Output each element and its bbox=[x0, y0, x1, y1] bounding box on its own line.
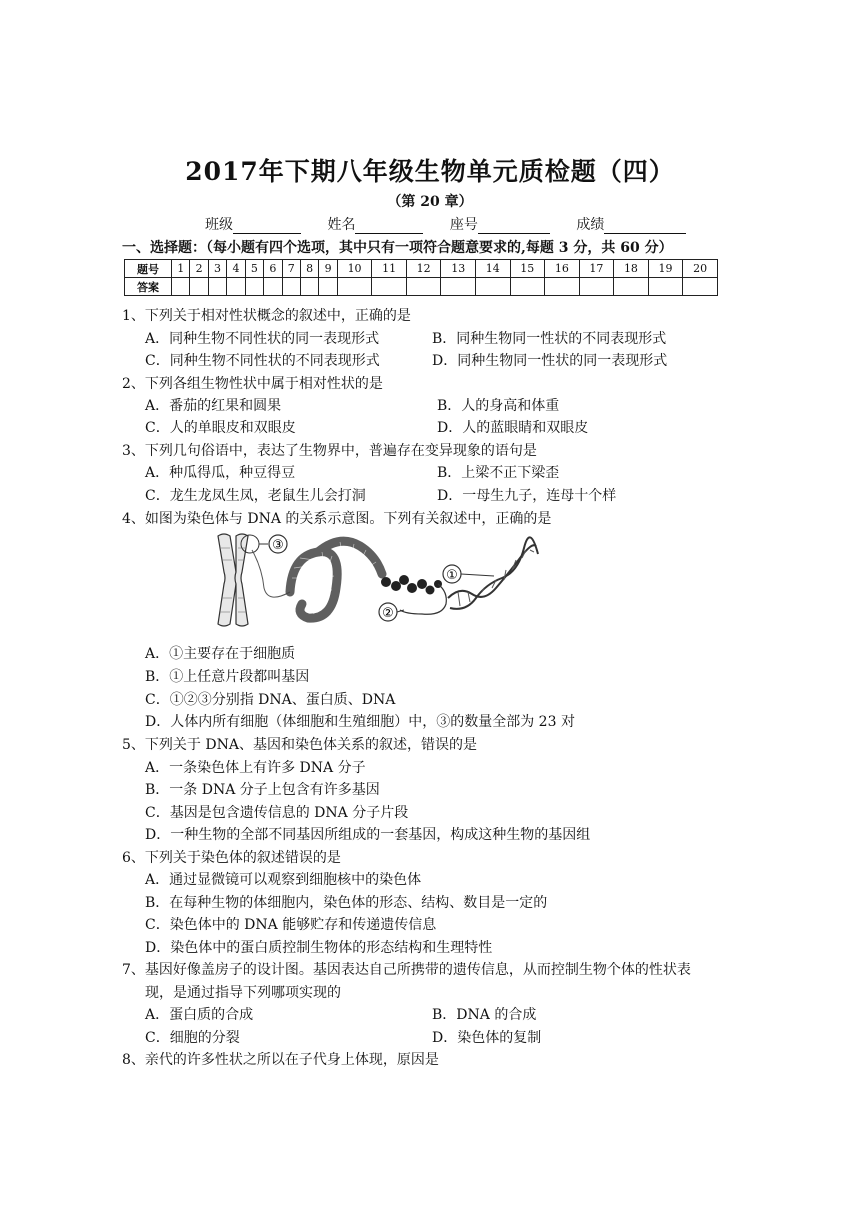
answer-cell[interactable] bbox=[208, 278, 226, 296]
number-cell: 14 bbox=[475, 260, 510, 278]
chapter-subtitle: （第 20 章） bbox=[387, 194, 473, 210]
seat-blank[interactable] bbox=[478, 219, 550, 234]
name-field bbox=[327, 214, 423, 234]
answer-cell[interactable] bbox=[190, 278, 208, 296]
seat-label: 座号 bbox=[449, 217, 478, 233]
label-1: ① bbox=[446, 568, 458, 583]
q2-option-a[interactable]: A．番茄的红果和圆果 bbox=[145, 398, 282, 414]
answer-cell[interactable] bbox=[406, 278, 441, 296]
number-cell: 19 bbox=[648, 260, 683, 278]
answer-cell[interactable] bbox=[264, 278, 282, 296]
q7-option-b[interactable]: B．DNA 的合成 bbox=[432, 1007, 537, 1023]
score-field bbox=[576, 214, 686, 234]
question-8-stem: 8、亲代的许多性状之所以在子代身上体现，原因是 bbox=[122, 1052, 439, 1068]
name-blank[interactable] bbox=[355, 219, 423, 234]
student-info-line bbox=[205, 214, 708, 234]
number-cell: 17 bbox=[579, 260, 614, 278]
number-cell: 1 bbox=[172, 260, 190, 278]
answer-table bbox=[124, 259, 718, 296]
number-cell: 6 bbox=[264, 260, 282, 278]
q5-option-b[interactable]: B．一条 DNA 分子上包含有许多基因 bbox=[145, 782, 380, 798]
question-7-stem-line2: 现，是通过指导下列哪项实现的 bbox=[145, 985, 341, 1001]
number-cell: 4 bbox=[227, 260, 245, 278]
q6-option-c[interactable]: C．染色体中的 DNA 能够贮存和传递遗传信息 bbox=[145, 917, 437, 933]
q1-option-d[interactable]: D．同种生物同一性状的同一表现形式 bbox=[432, 353, 668, 369]
q4-option-d[interactable]: D．人体内所有细胞（体细胞和生殖细胞）中，③的数量全部为 23 对 bbox=[145, 714, 575, 730]
q3-option-c[interactable]: C．龙生龙凤生凤，老鼠生儿会打洞 bbox=[145, 488, 366, 504]
question-6-stem: 6、下列关于染色体的叙述错误的是 bbox=[122, 850, 341, 866]
number-cell: 18 bbox=[614, 260, 649, 278]
chromosome-dna-diagram bbox=[210, 528, 540, 632]
question-1-stem: 1、下列关于相对性状概念的叙述中，正确的是 bbox=[122, 308, 411, 324]
seat-field bbox=[450, 214, 550, 234]
answer-cell[interactable] bbox=[545, 278, 580, 296]
q7-option-d[interactable]: D．染色体的复制 bbox=[432, 1030, 542, 1046]
label-3: ③ bbox=[272, 538, 284, 553]
number-cell: 5 bbox=[245, 260, 263, 278]
answer-cell[interactable] bbox=[579, 278, 614, 296]
section-heading-choice: 一、选择题：（每小题有四个选项，其中只有一项符合题意要求的,每题 3 分，共 60 分） bbox=[122, 240, 673, 256]
number-cell: 9 bbox=[319, 260, 337, 278]
answer-cell[interactable] bbox=[441, 278, 476, 296]
q5-option-d[interactable]: D．一种生物的全部不同基因所组成的一套基因，构成这种生物的基因组 bbox=[145, 827, 591, 843]
answer-cell[interactable] bbox=[172, 278, 190, 296]
number-cell: 8 bbox=[300, 260, 318, 278]
answer-cell[interactable] bbox=[614, 278, 649, 296]
q3-option-b[interactable]: B．上梁不正下梁歪 bbox=[437, 465, 560, 481]
number-cell: 16 bbox=[545, 260, 580, 278]
q4-option-a[interactable]: A．①主要存在于细胞质 bbox=[145, 646, 296, 662]
q2-option-d[interactable]: D．人的蓝眼睛和双眼皮 bbox=[437, 420, 589, 436]
number-cell: 12 bbox=[406, 260, 441, 278]
answer-cell[interactable] bbox=[510, 278, 545, 296]
q2-option-c[interactable]: C．人的单眼皮和双眼皮 bbox=[145, 420, 296, 436]
answer-cell[interactable] bbox=[300, 278, 318, 296]
q6-option-d[interactable]: D．染色体中的蛋白质控制生物体的形态结构和生理特性 bbox=[145, 940, 493, 956]
answer-table-number-row bbox=[125, 260, 718, 278]
answer-cell[interactable] bbox=[648, 278, 683, 296]
question-4-stem: 4、如图为染色体与 DNA 的关系示意图。下列有关叙述中，正确的是 bbox=[122, 511, 552, 527]
q7-option-c[interactable]: C．细胞的分裂 bbox=[145, 1030, 240, 1046]
q5-option-c[interactable]: C．基因是包含遗传信息的 DNA 分子片段 bbox=[145, 805, 409, 821]
class-blank[interactable] bbox=[233, 219, 301, 234]
q3-option-a[interactable]: A．种瓜得瓜，种豆得豆 bbox=[145, 465, 296, 481]
question-3-stem: 3、下列几句俗语中，表达了生物界中，普遍存在变异现象的语句是 bbox=[122, 443, 537, 459]
q7-option-a[interactable]: A．蛋白质的合成 bbox=[145, 1007, 254, 1023]
score-blank[interactable] bbox=[604, 219, 686, 234]
answer-cell[interactable] bbox=[475, 278, 510, 296]
page-title: 2017年下期八年级生物单元质检题（四） bbox=[185, 157, 675, 186]
label-2: ② bbox=[382, 606, 394, 621]
q1-option-b[interactable]: B．同种生物同一性状的不同表现形式 bbox=[432, 331, 667, 347]
answer-cell[interactable] bbox=[372, 278, 407, 296]
q6-option-b[interactable]: B．在每种生物的体细胞内，染色体的形态、结构、数目是一定的 bbox=[145, 895, 548, 911]
answer-cell[interactable] bbox=[245, 278, 263, 296]
q2-option-b[interactable]: B．人的身高和体重 bbox=[437, 398, 560, 414]
answer-cell[interactable] bbox=[319, 278, 337, 296]
q4-option-b[interactable]: B．①上任意片段都叫基因 bbox=[145, 669, 310, 685]
answer-cell[interactable] bbox=[282, 278, 300, 296]
number-cell: 3 bbox=[208, 260, 226, 278]
number-cell: 15 bbox=[510, 260, 545, 278]
answer-cell[interactable] bbox=[683, 278, 718, 296]
number-cell: 11 bbox=[372, 260, 407, 278]
answer-cell[interactable] bbox=[337, 278, 372, 296]
q1-option-a[interactable]: A．同种生物不同性状的同一表现形式 bbox=[145, 331, 380, 347]
q6-option-a[interactable]: A．通过显微镜可以观察到细胞核中的染色体 bbox=[145, 872, 422, 888]
question-7-stem-line1: 7、基因好像盖房子的设计图。基因表达自己所携带的遗传信息，从而控制生物个体的性状表 bbox=[122, 962, 691, 978]
name-label: 姓名 bbox=[327, 217, 356, 233]
answer-table-answer-row bbox=[125, 278, 718, 296]
q3-option-d[interactable]: D．一母生九子，连母十个样 bbox=[437, 488, 617, 504]
number-cell: 10 bbox=[337, 260, 372, 278]
number-cell: 13 bbox=[441, 260, 476, 278]
class-field bbox=[205, 214, 301, 234]
question-2-stem: 2、下列各组生物性状中属于相对性状的是 bbox=[122, 376, 383, 392]
question-5-stem: 5、下列关于 DNA、基因和染色体关系的叙述，错误的是 bbox=[122, 737, 477, 753]
q4-option-c[interactable]: C．①②③分别指 DNA、蛋白质、DNA bbox=[145, 692, 396, 708]
row-label-number: 题号 bbox=[125, 260, 172, 278]
score-label: 成绩 bbox=[576, 217, 605, 233]
row-label-answer: 答案 bbox=[125, 278, 172, 296]
number-cell: 7 bbox=[282, 260, 300, 278]
number-cell: 20 bbox=[683, 260, 718, 278]
nucleosome-beads bbox=[381, 575, 442, 595]
number-cell: 2 bbox=[190, 260, 208, 278]
q5-option-a[interactable]: A．一条染色体上有许多 DNA 分子 bbox=[145, 760, 366, 776]
class-label: 班级 bbox=[205, 217, 233, 233]
answer-cell[interactable] bbox=[227, 278, 245, 296]
q1-option-c[interactable]: C．同种生物不同性状的不同表现形式 bbox=[145, 353, 380, 369]
coiled-chromatin bbox=[290, 541, 382, 618]
